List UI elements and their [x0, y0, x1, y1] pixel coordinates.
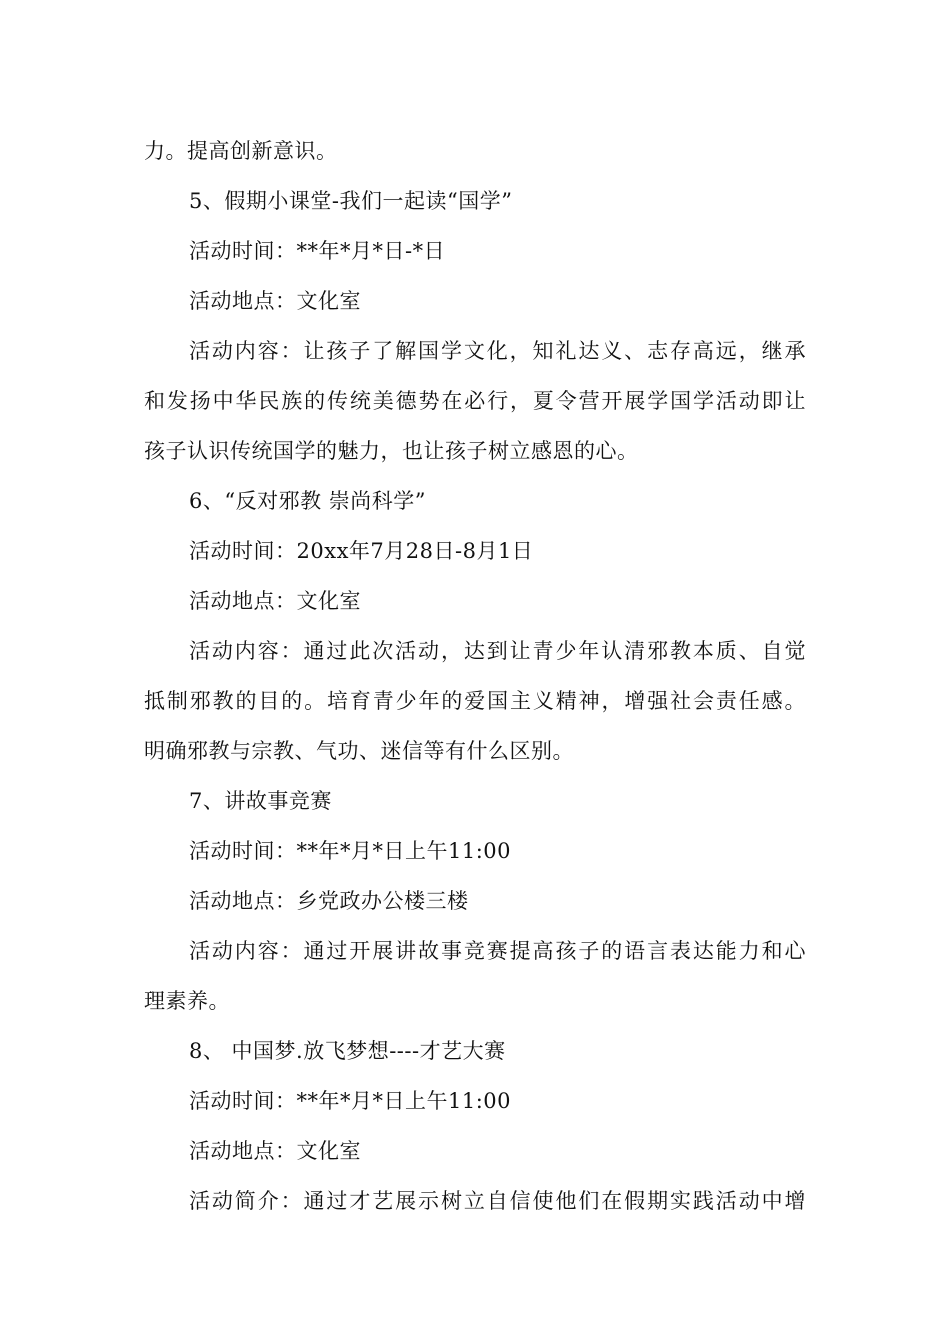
- activity-content-7-line-2: 理素养。: [144, 989, 230, 1013]
- activity-time-5: 活动时间：**年*月*日-*日: [189, 239, 446, 263]
- section-heading-6: 6、“反对邪教 崇尚科学”: [189, 489, 427, 513]
- activity-location-8: 活动地点：文化室: [189, 1139, 361, 1163]
- activity-time-6: 活动时间：20xx年7月28日-8月1日: [189, 539, 534, 563]
- activity-content-7-line-1: 活动内容：通过开展讲故事竞赛提高孩子的语言表达能力和心: [189, 939, 806, 963]
- activity-location-5: 活动地点：文化室: [189, 289, 361, 313]
- activity-content-6-line-3: 明确邪教与宗教、气功、迷信等有什么区别。: [144, 739, 574, 763]
- activity-content-6-line-1: 活动内容：通过此次活动，达到让青少年认清邪教本质、自觉: [189, 639, 806, 663]
- activity-content-6-line-2: 抵制邪教的目的。培育青少年的爱国主义精神，增强社会责任感。: [144, 689, 806, 713]
- activity-location-6: 活动地点：文化室: [189, 589, 361, 613]
- activity-content-5-line-3: 孩子认识传统国学的魅力，也让孩子树立感恩的心。: [144, 439, 639, 463]
- section-heading-8: 8、 中国梦.放飞梦想----才艺大赛: [189, 1039, 506, 1063]
- activity-content-5-line-1: 活动内容：让孩子了解国学文化，知礼达义、志存高远，继承: [189, 339, 806, 363]
- activity-time-7: 活动时间：**年*月*日上午11:00: [189, 839, 512, 863]
- section-heading-5: 5、假期小课堂-我们一起读“国学”: [189, 189, 513, 213]
- section-heading-7: 7、讲故事竞赛: [189, 789, 332, 813]
- activity-location-7: 活动地点：乡党政办公楼三楼: [189, 889, 469, 913]
- activity-content-5-line-2: 和发扬中华民族的传统美德势在必行，夏令营开展学国学活动即让: [144, 389, 806, 413]
- text-line-1: 力。提高创新意识。: [144, 139, 338, 163]
- activity-intro-8-line-1: 活动简介：通过才艺展示树立自信使他们在假期实践活动中增: [189, 1189, 806, 1213]
- activity-time-8: 活动时间：**年*月*日上午11:00: [189, 1089, 512, 1113]
